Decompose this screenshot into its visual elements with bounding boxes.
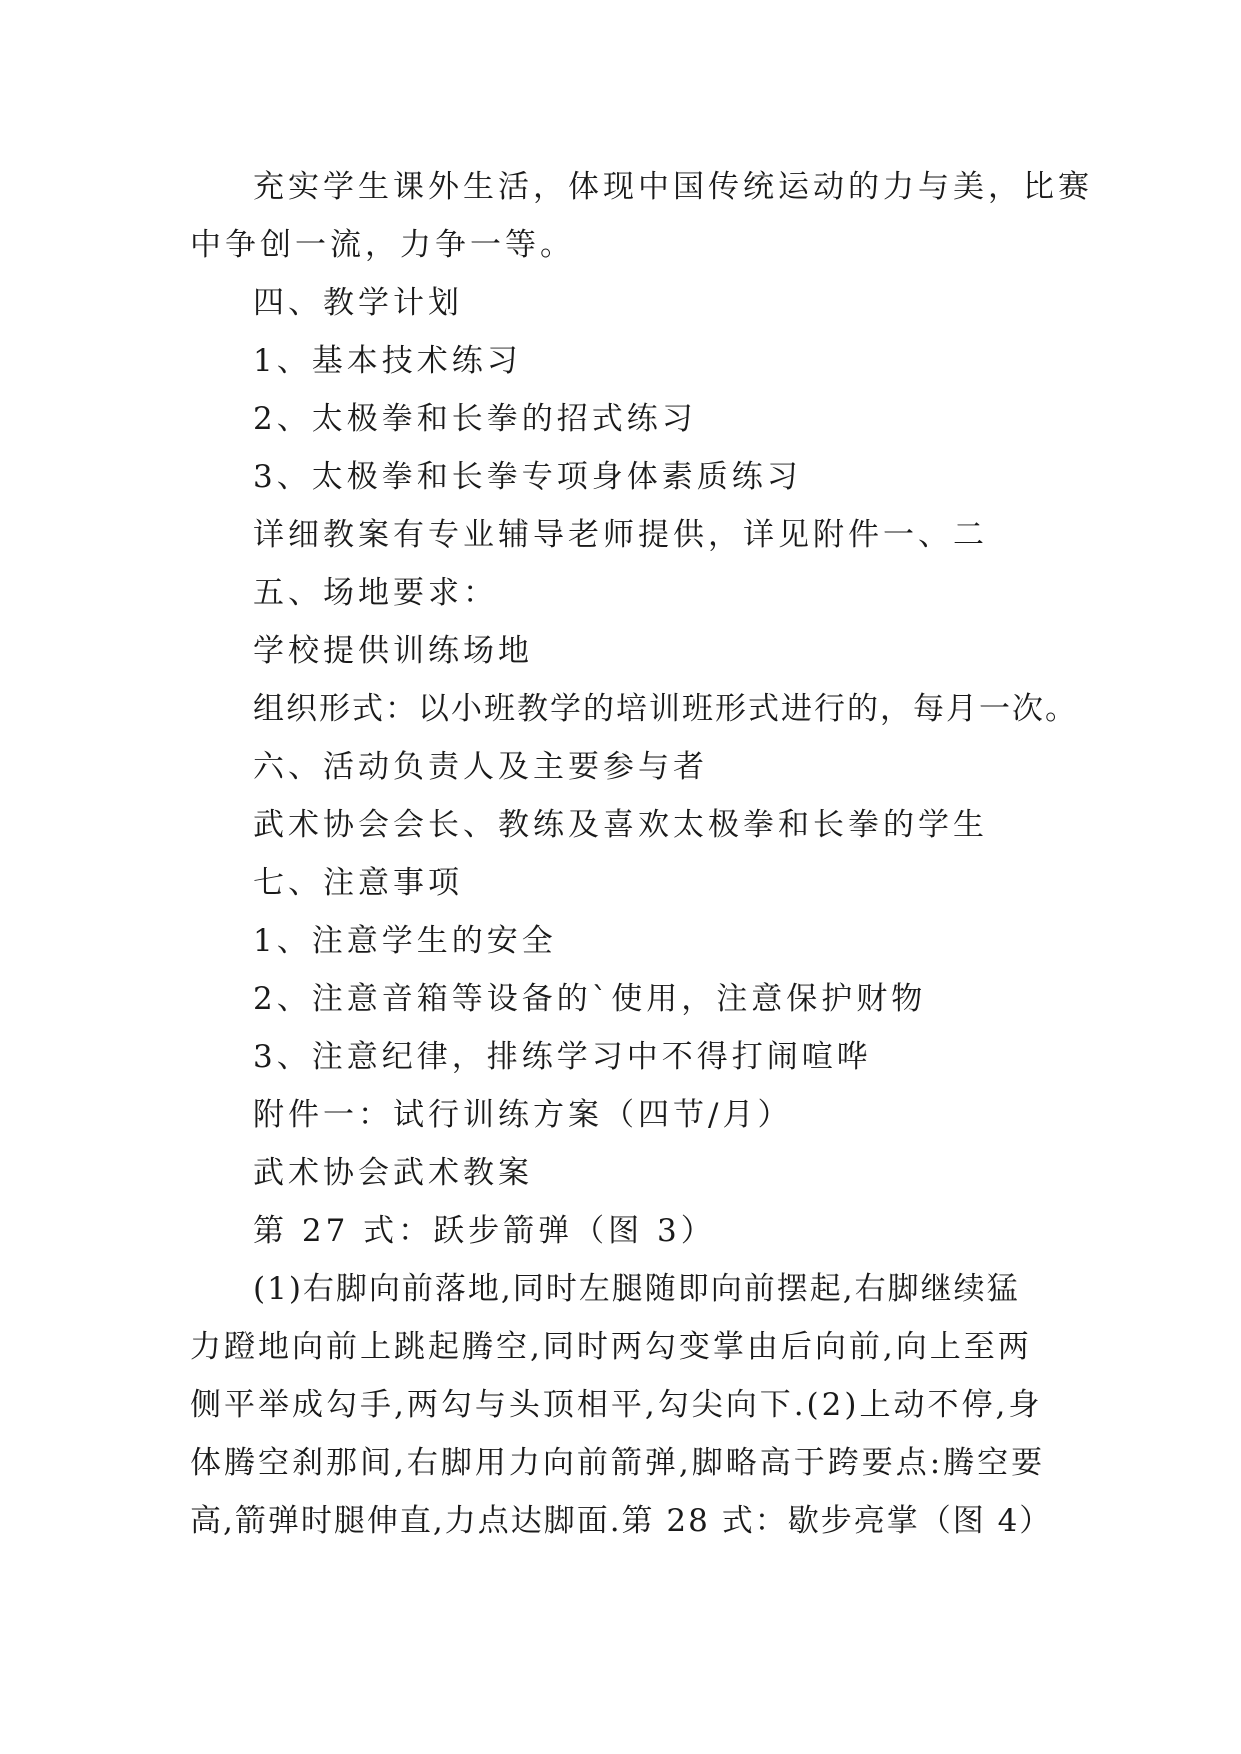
- paragraph-line: 充实学生课外生活，体现中国传统运动的力与美，比赛: [253, 169, 1093, 205]
- text-line: 武术协会会长、教练及喜欢太极拳和长拳的学生: [253, 807, 988, 843]
- paragraph-line: 体腾空刹那间,右脚用力向前箭弹,脚略高于跨要点:腾空要: [190, 1445, 1046, 1481]
- section-heading-responsible: 六、活动负责人及主要参与者: [253, 749, 708, 785]
- section-heading-notes: 七、注意事项: [253, 865, 463, 901]
- list-item: 1、注意学生的安全: [253, 923, 557, 959]
- document-body: [190, 158, 1093, 1550]
- move-heading: 第 27 式：跃步箭弹（图 3）: [253, 1213, 716, 1249]
- list-item: 3、太极拳和长拳专项身体素质练习: [253, 459, 802, 495]
- paragraph-line: 中争创一流，力争一等。: [190, 227, 575, 263]
- list-item: 2、注意音箱等设备的`使用，注意保护财物: [253, 981, 927, 1017]
- paragraph-line: (1)右脚向前落地,同时左腿随即向前摆起,右脚继续猛: [253, 1271, 1020, 1307]
- paragraph-line: 高,箭弹时腿伸直,力点达脚面.第 28 式：歇步亮掌（图 4）: [190, 1503, 1053, 1539]
- text-line: 组织形式：以小班教学的培训班形式进行的，每月一次。: [253, 691, 1078, 727]
- paragraph-line: 力蹬地向前上跳起腾空,同时两勾变掌由后向前,向上至两: [190, 1329, 1032, 1365]
- section-heading-teaching-plan: 四、教学计划: [253, 285, 463, 321]
- paragraph-line: 侧平举成勾手,两勾与头顶相平,勾尖向下.(2)上动不停,身: [190, 1387, 1043, 1423]
- list-item: 2、太极拳和长拳的招式练习: [253, 401, 697, 437]
- text-line: 学校提供训练场地: [253, 633, 533, 669]
- text-line: 武术协会武术教案: [253, 1155, 533, 1191]
- list-item: 3、注意纪律，排练学习中不得打闹喧哗: [253, 1039, 872, 1075]
- list-item: 1、基本技术练习: [253, 343, 522, 379]
- appendix-heading: 附件一：试行训练方案（四节/月）: [253, 1097, 793, 1133]
- section-heading-venue: 五、场地要求：: [253, 575, 498, 611]
- text-line: 详细教案有专业辅导老师提供，详见附件一、二: [253, 517, 988, 553]
